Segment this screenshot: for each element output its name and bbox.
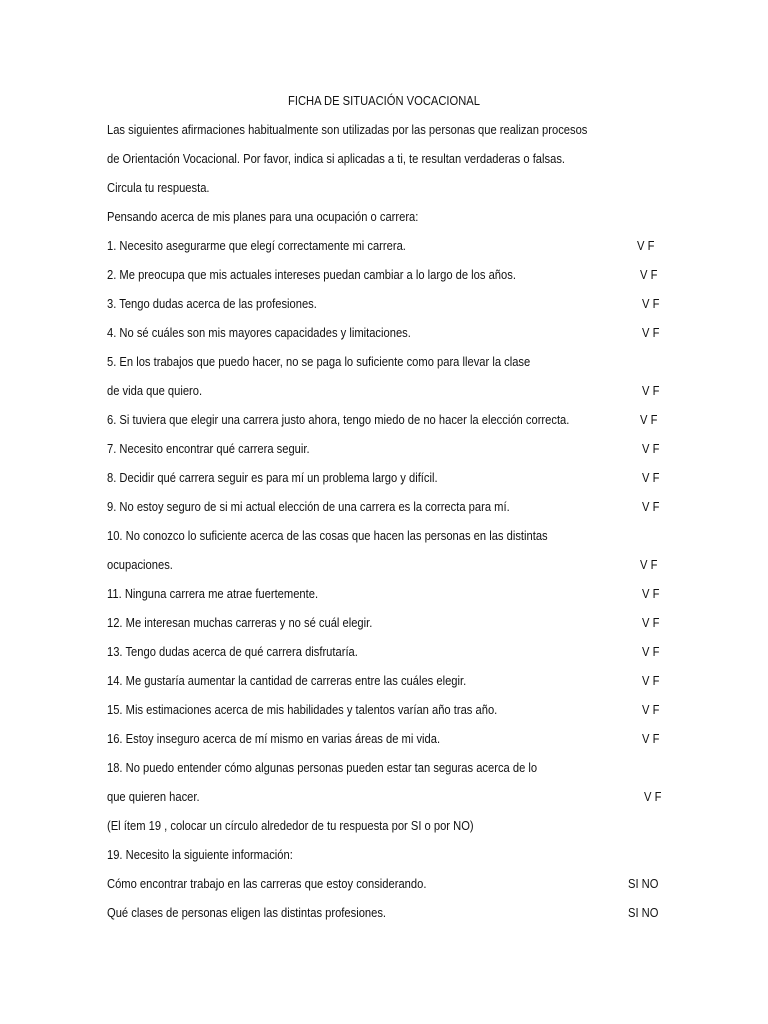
answer-options: V F: [642, 383, 660, 398]
answer-options: V F: [642, 441, 660, 456]
answer-options: SI NO: [628, 905, 659, 920]
answer-options: V F: [642, 325, 660, 340]
statement-text: 15. Mis estimaciones acerca de mis habilidades y talentos varían año tras año.: [107, 702, 498, 717]
statement-text: 8. Decidir qué carrera seguir es para mí un problema largo y difícil.: [107, 470, 438, 485]
intro-line: Las siguientes afirmaciones habitualmente son utilizadas por las personas que realizan procesos: [107, 122, 588, 137]
answer-options: V F: [640, 557, 658, 572]
statement-text: 16. Estoy inseguro acerca de mí mismo en varias áreas de mi vida.: [107, 731, 441, 746]
intro-line: Circula tu respuesta.: [107, 180, 210, 195]
statement-text: 13. Tengo dudas acerca de qué carrera disfrutaría.: [107, 644, 358, 659]
answer-options: V F: [642, 731, 660, 746]
statement-text: (El ítem 19 , colocar un círculo alrededor de tu respuesta por SI o por NO): [107, 818, 474, 833]
statement-text: 7. Necesito encontrar qué carrera seguir.: [107, 441, 310, 456]
statement-text: 1. Necesito asegurarme que elegí correctamente mi carrera.: [107, 238, 406, 253]
answer-options: V F: [640, 267, 658, 282]
statement-text: 10. No conozco lo suficiente acerca de las cosas que hacen las personas en las distintas: [107, 528, 548, 543]
answer-options: SI NO: [628, 876, 659, 891]
statement-text: 6. Si tuviera que elegir una carrera justo ahora, tengo miedo de no hacer la elección correcta.: [107, 412, 570, 427]
statement-text: que quieren hacer.: [107, 789, 200, 804]
statement-text: 5. En los trabajos que puedo hacer, no se paga lo suficiente como para llevar la clase: [107, 354, 531, 369]
answer-options: V F: [637, 238, 655, 253]
statement-text: 3. Tengo dudas acerca de las profesiones.: [107, 296, 317, 311]
statement-text: 14. Me gustaría aumentar la cantidad de carreras entre las cuáles elegir.: [107, 673, 467, 688]
statement-text: 18. No puedo entender cómo algunas personas pueden estar tan seguras acerca de lo: [107, 760, 538, 775]
statement-text: de vida que quiero.: [107, 383, 203, 398]
answer-options: V F: [640, 412, 658, 427]
answer-options: V F: [644, 789, 662, 804]
statement-text: 4. No sé cuáles son mis mayores capacidades y limitaciones.: [107, 325, 411, 340]
intro-line: Pensando acerca de mis planes para una ocupación o carrera:: [107, 209, 419, 224]
statement-text: Qué clases de personas eligen las distintas profesiones.: [107, 905, 387, 920]
document-title: FICHA DE SITUACIÓN VOCACIONAL: [288, 93, 480, 108]
answer-options: V F: [642, 644, 660, 659]
statement-text: 11. Ninguna carrera me atrae fuertemente.: [107, 586, 319, 601]
statement-text: 9. No estoy seguro de si mi actual elección de una carrera es la correcta para mí.: [107, 499, 510, 514]
answer-options: V F: [642, 586, 660, 601]
statement-text: 12. Me interesan muchas carreras y no sé cuál elegir.: [107, 615, 373, 630]
statement-text: 19. Necesito la siguiente información:: [107, 847, 293, 862]
statement-text: Cómo encontrar trabajo en las carreras que estoy considerando.: [107, 876, 427, 891]
answer-options: V F: [642, 615, 660, 630]
statement-text: 2. Me preocupa que mis actuales intereses puedan cambiar a lo largo de los años.: [107, 267, 516, 282]
answer-options: V F: [642, 499, 660, 514]
answer-options: V F: [642, 470, 660, 485]
intro-line: de Orientación Vocacional. Por favor, indica si aplicadas a ti, te resultan verdaderas o falsas.: [107, 151, 566, 166]
answer-options: V F: [642, 296, 660, 311]
answer-options: V F: [642, 673, 660, 688]
answer-options: V F: [642, 702, 660, 717]
statement-text: ocupaciones.: [107, 557, 173, 572]
